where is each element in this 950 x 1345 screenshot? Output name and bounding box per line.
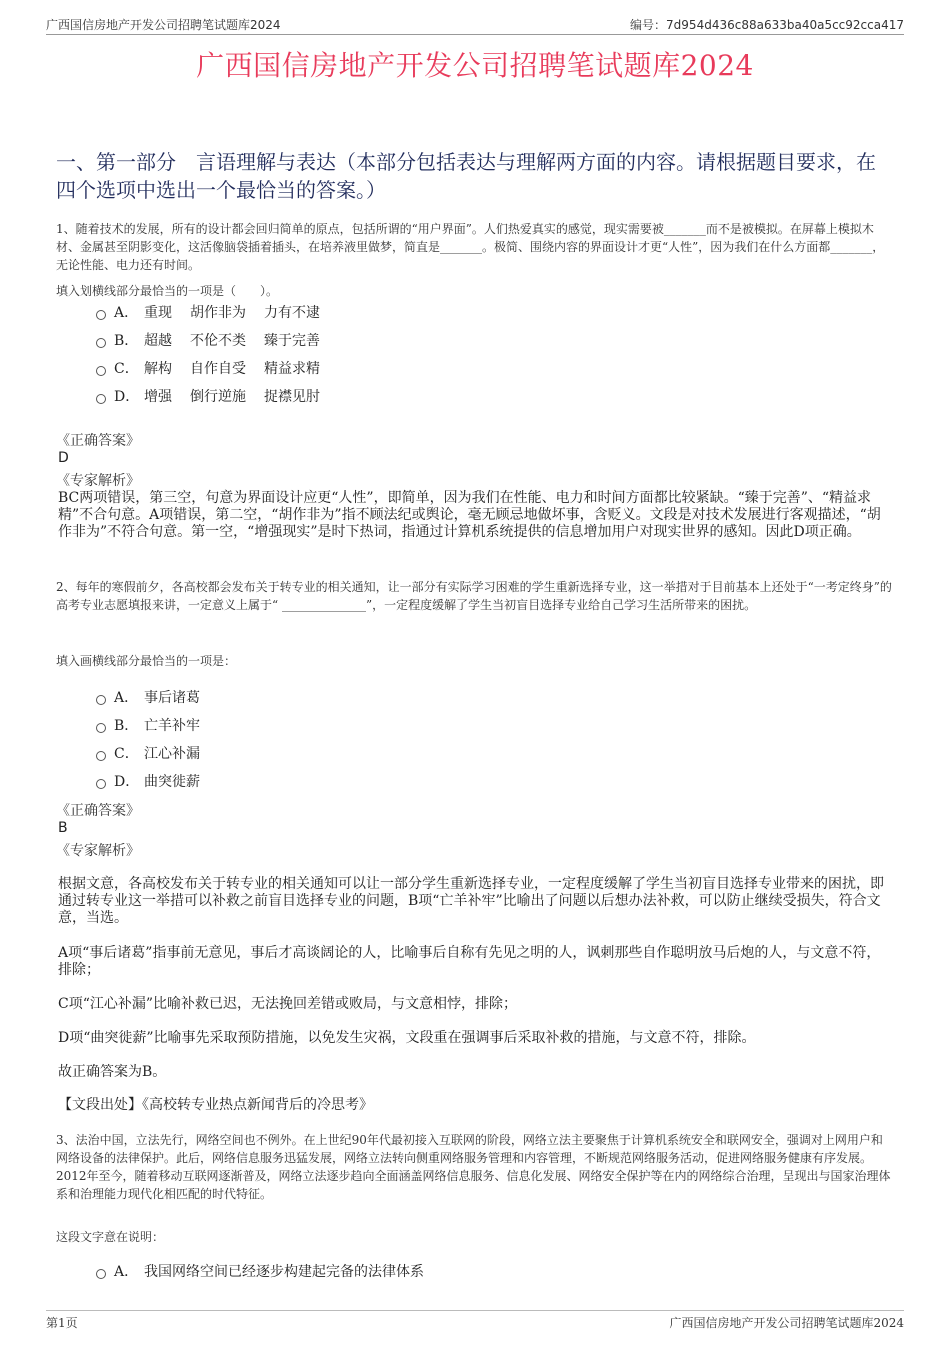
question-3-stem: 3、法治中国，立法先行，网络空间也不例外。在上世纪90年代最初接入互联网的阶段，网络立法主要聚焦于计算机系统安全和联网安全，强调对上网用户和网络设备的法律保护。此后，网络信息服务迅猛发展，网络立法转向侧重网络服务管理和内容管理，不断规范网络服务活动，促进网络服务健康有序发展。2012年至今，随着移动互联网逐渐普及，网络立法逐步趋向全面涵盖网络信息服务、信息化发展、网络安全保护等在内的网络综合治理，呈现出与国家治理体系和治理能力现代化相匹配的时代特征。 — [56, 1133, 891, 1201]
analysis-paragraph: C项“江心补漏”比喻补救已迟，无法挽回差错或败局，与文意相悖，排除； — [58, 996, 518, 1012]
radio-icon[interactable] — [96, 310, 106, 320]
question-2-option-b[interactable]: B． 亡羊补牢 — [96, 711, 218, 739]
radio-icon[interactable] — [96, 723, 106, 733]
footer-divider — [46, 1310, 904, 1311]
radio-icon[interactable] — [96, 751, 106, 761]
question-1-stem: 1、随着技术的发展，所有的设计都会回归简单的原点，包括所谓的“用户界面”。人们热爱真实的感觉，现实需要被_______而不是被模拟。在屏幕上模拟木材、金属甚至阴影变化，这活像脑袋插着插头，在培养液里做梦，简直是_______。极简、围绕内容的界面设计才更“人性”，因为我们在什么方面都_______，无论性能、电力还有时间。 — [56, 222, 885, 272]
analysis-paragraph: 根据文意，各高校发布关于转专业的相关通知可以让一部分学生重新选择专业，一定程度缓解了学生当初盲目选择专业带来的困扰，即通过转专业这一举措可以补救之前盲目选择专业的问题，B项“亡羊补牢”比喻出了问题以后想办法补救，可以防止继续受损失，符合文意，当选。 — [58, 876, 884, 926]
question-2-stem: 2、每年的寒假前夕，各高校都会发布关于转专业的相关通知，让一部分有实际学习困难的学生重新选择专业，这一举措对于目前基本上还处于“一考定终身”的高考专业志愿填报来讲，一定意义上属于“ ______________”，一定程度缓解了学生当初盲目选择专业给自己学习生活所带来的困扰。 — [56, 580, 892, 612]
question-2-option-c[interactable]: C． 江心补漏 — [96, 739, 218, 767]
radio-icon[interactable] — [96, 338, 106, 348]
question-1-prompt: 填入划横线部分最恰当的一项是（ ）。 — [56, 284, 279, 298]
analysis-label: 《专家解析》 — [56, 473, 140, 489]
answer-label: 《正确答案》 — [56, 803, 140, 819]
answer-value: B — [58, 820, 68, 836]
question-2-options — [96, 683, 218, 795]
radio-icon[interactable] — [96, 366, 106, 376]
analysis-paragraph: 故正确答案为B。 — [58, 1064, 167, 1080]
radio-icon[interactable] — [96, 394, 106, 404]
question-1-option-b[interactable]: B． 超越 不伦不类 臻于完善 — [96, 326, 338, 354]
analysis-paragraph: D项“曲突徙薪”比喻事先采取预防措施，以免发生灾祸，文段重在强调事后采取补救的措施，与文意不符，排除。 — [58, 1030, 756, 1046]
question-1-options — [96, 298, 338, 410]
question-1-option-c[interactable]: C． 解构 自作自受 精益求精 — [96, 354, 338, 382]
question-2-option-a[interactable]: A． 事后诸葛 — [96, 683, 218, 711]
page-number: 第1页 — [46, 1316, 78, 1330]
source-citation: 【文段出处】《高校转专业热点新闻背后的冷思考》 — [58, 1097, 373, 1113]
radio-icon[interactable] — [96, 1269, 106, 1279]
header-doc-title: 广西国信房地产开发公司招聘笔试题库2024 — [46, 18, 281, 32]
page-header — [46, 14, 904, 34]
question-1-option-a[interactable]: A． 重现 胡作非为 力有不逮 — [96, 298, 338, 326]
radio-icon[interactable] — [96, 695, 106, 705]
section-title: 一、第一部分 言语理解与表达（本部分包括表达与理解两方面的内容。请根据题目要求，在四个选项中选出一个最恰当的答案。） — [56, 150, 876, 202]
question-2-option-d[interactable]: D． 曲突徙薪 — [96, 767, 218, 795]
answer-label: 《正确答案》 — [56, 433, 140, 449]
analysis-text: BC两项错误，第三空，句意为界面设计应更“人性”，即简单，因为我们在性能、电力和时间方面都比较紧缺。“臻于完善”、“精益求精”不合句意。A项错误，第二空，“胡作非为”指不顾法纪或舆论，毫无顾忌地做坏事，含贬义。文段是对技术发展进行客观描述，“胡作非为”不符合句意。第一空，“增强现实”是时下热词，指通过计算机系统提供的信息增加用户对现实世界的感知。因此D项正确。 — [58, 490, 881, 540]
question-3-options — [96, 1257, 442, 1285]
analysis-label: 《专家解析》 — [56, 843, 140, 859]
question-1-option-d[interactable]: D． 增强 倒行逆施 捉襟见肘 — [96, 382, 338, 410]
question-3-prompt: 这段文字意在说明： — [56, 1230, 165, 1244]
header-doc-id: 编号：7d954d436c88a633ba40a5cc92cca417 — [630, 18, 904, 32]
radio-icon[interactable] — [96, 779, 106, 789]
header-divider — [46, 34, 904, 35]
question-2-prompt: 填入画横线部分最恰当的一项是： — [56, 654, 237, 668]
answer-value: D — [58, 450, 69, 466]
page-title: 广西国信房地产开发公司招聘笔试题库2024 — [196, 49, 754, 82]
question-3-option-a[interactable]: A． 我国网络空间已经逐步构建起完备的法律体系 — [96, 1257, 442, 1285]
footer-doc-title: 广西国信房地产开发公司招聘笔试题库2024 — [669, 1316, 904, 1330]
analysis-paragraph: A项“事后诸葛”指事前无意见，事后才高谈阔论的人，比喻事后自称有先见之明的人，讽刺那些自作聪明放马后炮的人，与文意不符，排除； — [58, 945, 881, 978]
